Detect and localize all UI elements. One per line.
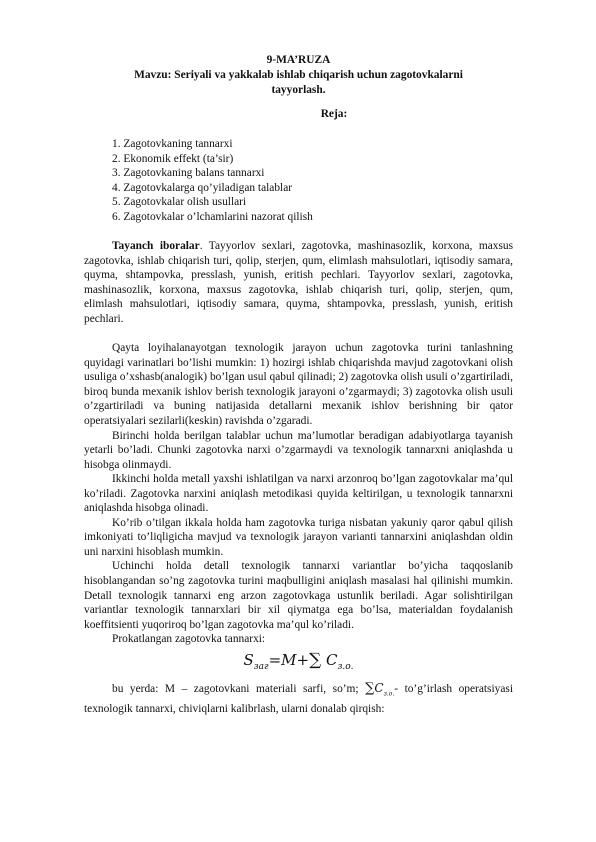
formula-lhs: S — [243, 650, 254, 669]
plan-item: 3. Zagotovkaning balans tannarxi — [112, 167, 265, 180]
keywords-label: Tayanch iboralar — [112, 240, 200, 252]
formula-lhs-subscript: заг — [253, 661, 269, 672]
lecture-heading — [84, 53, 513, 98]
paragraph-gap — [84, 326, 513, 341]
lecture-topic-line-1: Mavzu: Seriyali va yakkalab ishlab chiqarish uchun zagotovkalarni — [134, 69, 463, 81]
plan-list — [112, 137, 313, 224]
body-paragraph: Ko’rib o’tilgan ikkala holda ham zagotovka turiga nisbatan yakuniy qaror qabul qilish imkoniyati to’liqligicha mavjud va texnologik jarayon varianti tannarxini aniqlashdan oldin uni narxini hisoblash mumkin. — [84, 516, 513, 558]
formula-equals-m-plus: =M+ — [268, 650, 310, 669]
keywords-paragraph — [84, 239, 513, 326]
plan-label: Reja: — [320, 108, 348, 120]
body-paragraph: Ikkinchi holda metall yaxshi ishlatilgan va narxi arzonroq bo’lgan zagotovkalar ma’qul ko’riladi. Zagotovka narxini aniqlash metodikasi quyida keltirilgan, u texnologik tannarxni aniqlashda hisobga olinadi. — [84, 473, 513, 515]
body-paragraph: Prokatlangan zagotovka tannarxi: — [112, 633, 266, 646]
inline-sum-term — [365, 680, 395, 698]
plan-item: 4. Zagotovkalarga qo’yiladigan talablar — [112, 181, 293, 194]
explanation-part-1: bu yerda: M – zagotovkani materiali sarfi, so’m; — [112, 682, 366, 695]
keywords-text: . Tayyorlov sexlari, zagotovka, mashinasozlik, korxona, maxsus zagotovka, ishlab chiqarish turi, qolip, sterjen, qum, elimlash mahsulotlari, iqtisodiy samara, quyma, shtampovka, presslash, yunish, eritish pechlari. Tayyorlov sexlari, zagotovka, mashinasozlik, korxona, maxsus zagotovka, ishlab chiqarish turi, qolip, sterjen, qum, elimlash mahsulotlari, iqtisodiy samara, quyma, shtampovka, presslash, yunish, eritish pechlari. — [84, 240, 514, 325]
formula-term: C — [325, 650, 338, 669]
body-paragraph: Uchinchi holda detall texnologik tannarxi variantlar bo’yicha taqqoslanib hisoblangandan so’ng zagotovka turini maqbulligini aniqlash masalasi hal qilinishi mumkin. Detall texnologik tannarxi eng arzon zagotovkaga ustunlik beriladi. Agar solishtirilgan variantlar texnologik tannarxlari bir xil qiymatga ega bo’lsa, materialdan foydalanish koeffitsienti yuqoriroq bo’lgan zagotovka ma’qul ko’riladi. — [84, 560, 513, 631]
inline-term: C — [374, 680, 384, 695]
body-paragraph: Birinchi holda berilgan talablar uchun ma’lumotlar beradigan adabiyotlarga tayanish yetarli bo’ladi. Chunki zagotovka narxi o’zgarmaydi va texnologik tannarxni aniqlashda u hisobga olinmaydi. — [84, 429, 513, 471]
formula-term-subscript: з.о. — [337, 661, 354, 672]
formula-sum-symbol: ∑ — [309, 649, 322, 670]
formula-explanation — [84, 681, 513, 716]
plan-item: 1. Zagotovkaning tannarxi — [112, 138, 233, 150]
explanation-part-2: - to’g’irlash operatsiyasi texnologik tannarxi, chiviqlarni kalibrlash, ularni donalab qirqish: — [84, 682, 514, 715]
cost-formula — [84, 650, 513, 677]
lecture-number: 9-MA’RUZA — [266, 54, 331, 66]
lecture-topic-line-2: tayyorlash. — [271, 84, 326, 96]
plan-item: 6. Zagotovkalar o’lchamlarini nazorat qilish — [112, 210, 313, 223]
inline-term-subscript: з.о. — [383, 690, 395, 698]
lecture-body — [84, 239, 513, 716]
inline-sum-symbol: ∑ — [365, 680, 375, 696]
plan-item: 2. Ekonomik effekt (ta’sir) — [112, 152, 234, 165]
body-paragraph: Qayta loyihalanayotgan texnologik jarayon uchun zagotovka turini tanlashning quyidagi varinatlari bo’lishi mumkin: 1) hozirgi ishlab chiqarishda mavjud zagotovkani olish usuliga o’xshasb(analogik) bo’lgan usul qabul qilinadi; 2) zagotovka olish usuli o’zgartiriladi, biroq bunda mexanik ishlov berish texnologik jarayoni o’zgarmaydi; 3) zagotovka olish usuli o’zgartiriladi va buning natijasida detallarni mexanik ishlov berishning bir qator operatsiyalari sezilarli(keskin) ravishda o’zgaradi. — [84, 342, 513, 428]
plan-item: 5. Zagotovkalar olish usullari — [112, 196, 247, 209]
